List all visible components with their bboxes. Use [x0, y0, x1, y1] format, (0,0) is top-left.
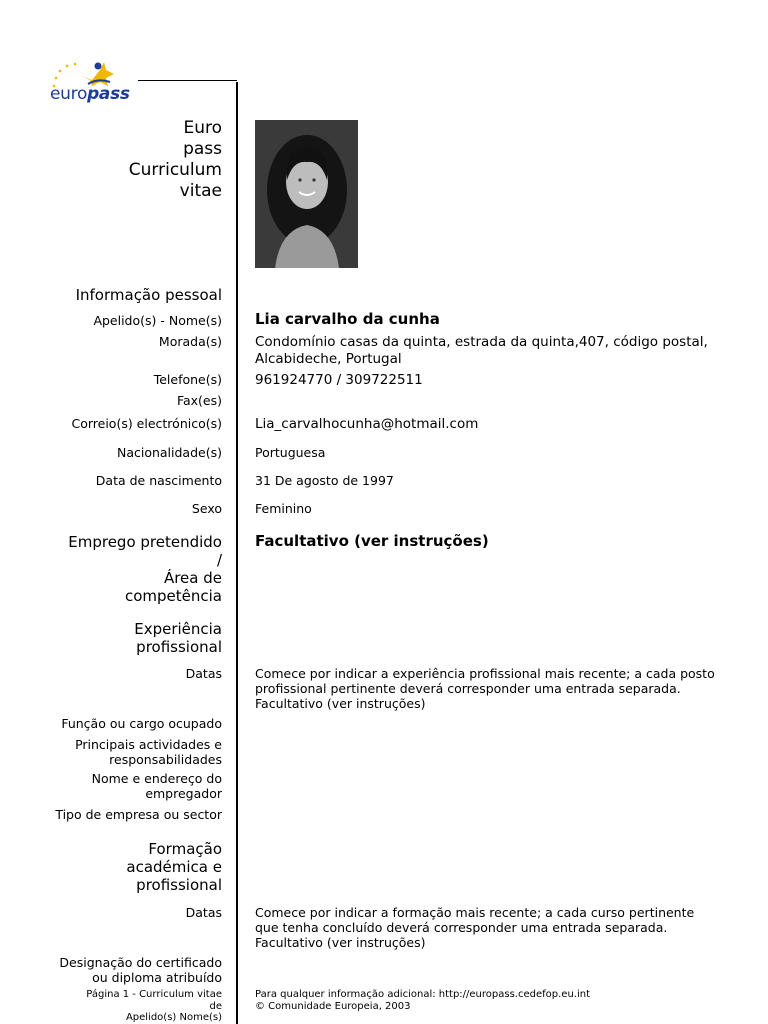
- activities-label: [75, 737, 222, 767]
- experience-dates-label: Datas: [185, 666, 222, 681]
- desired-job-heading-line: competência: [124, 587, 222, 605]
- experience-dates-line-2: profissional pertinente deverá corresponder uma entrada separada.: [255, 681, 681, 696]
- section-heading-experience: [134, 620, 222, 656]
- certificate-label-line: Designação do certificado: [59, 955, 222, 970]
- education-dates-line-3: Facultativo (ver instruções): [255, 935, 426, 950]
- nationality-label: Nacionalidade(s): [116, 445, 222, 460]
- employer-label-line: empregador: [145, 786, 222, 801]
- section-heading-desired-job: [68, 533, 222, 605]
- sex-label: Sexo: [191, 501, 222, 516]
- sex-value: Feminino: [255, 501, 312, 516]
- phone-value: 961924770 / 309722511: [255, 372, 423, 388]
- activities-label-line: responsabilidades: [109, 752, 222, 767]
- column-divider: [236, 82, 238, 1024]
- employer-label: [92, 771, 222, 801]
- phone-label: Telefone(s): [153, 372, 222, 387]
- experience-dates-line-1: Comece por indicar a experiência profissional mais recente; a cada posto: [255, 666, 715, 681]
- education-dates-line-1: Comece por indicar a formação mais recente; a cada curso pertinente: [255, 905, 695, 920]
- europass-logo: [48, 56, 140, 106]
- address-line-2: Alcabideche, Portugal: [255, 351, 402, 367]
- experience-heading-line: profissional: [136, 638, 222, 656]
- birth-date-value: 31 De agosto de 1997: [255, 473, 394, 488]
- sector-label: Tipo de empresa ou sector: [55, 807, 222, 822]
- desired-job-heading-line: Área de: [163, 569, 222, 587]
- desired-job-heading-line: /: [216, 551, 222, 569]
- footer-page-info: [86, 989, 222, 1024]
- role-label: Função ou cargo ocupado: [61, 716, 222, 731]
- document-title: Euro pass Curriculum vitae: [128, 118, 222, 201]
- education-heading-line: académica e: [126, 858, 222, 876]
- footer-info-line: Para qualquer informação adicional: http://europass.cedefop.eu.int: [255, 989, 590, 1000]
- profile-photo: [255, 120, 358, 268]
- footer-info: [255, 989, 590, 1012]
- email-value: Lia_carvalhocunha@hotmail.com: [255, 416, 479, 432]
- footer-page-line: Apelido(s) Nome(s): [125, 1012, 222, 1023]
- experience-dates-line-3: Facultativo (ver instruções): [255, 696, 426, 711]
- activities-label-line: Principais actividades e: [75, 737, 222, 752]
- certificate-label: [59, 955, 222, 985]
- header-rule: [138, 80, 237, 81]
- birth-date-label: Data de nascimento: [95, 473, 222, 488]
- name-value: Lia carvalho da cunha: [255, 310, 440, 328]
- experience-heading-line: Experiência: [134, 620, 222, 638]
- fax-label: Fax(es): [176, 393, 222, 408]
- desired-job-heading-line: Emprego pretendido: [68, 533, 222, 551]
- footer-copyright: © Comunidade Europeia, 2003: [255, 1000, 411, 1012]
- section-heading-education: [126, 840, 222, 894]
- section-heading-personal: Informação pessoal: [75, 286, 222, 304]
- footer-page-line: de: [209, 1000, 222, 1012]
- education-heading-line: profissional: [136, 876, 222, 894]
- logo-wordmark: europass: [50, 84, 130, 104]
- nationality-value: Portuguesa: [255, 445, 326, 460]
- certificate-label-line: ou diploma atribuído: [92, 970, 222, 985]
- education-dates-line-2: que tenha concluído deverá corresponder uma entrada separada.: [255, 920, 668, 935]
- employer-label-line: Nome e endereço do: [91, 771, 222, 786]
- education-dates-label: Datas: [185, 905, 222, 920]
- education-heading-line: Formação: [148, 840, 222, 858]
- address-line-1: Condomínio casas da quinta, estrada da quinta,407, código postal,: [255, 334, 708, 350]
- name-label: Apelido(s) - Nome(s): [93, 313, 222, 328]
- email-label: Correio(s) electrónico(s): [71, 416, 222, 431]
- footer-page-line: Página 1 - Curriculum vitae: [86, 989, 222, 1000]
- desired-job-value: Facultativo (ver instruções): [255, 532, 489, 550]
- address-label: Morada(s): [158, 334, 222, 349]
